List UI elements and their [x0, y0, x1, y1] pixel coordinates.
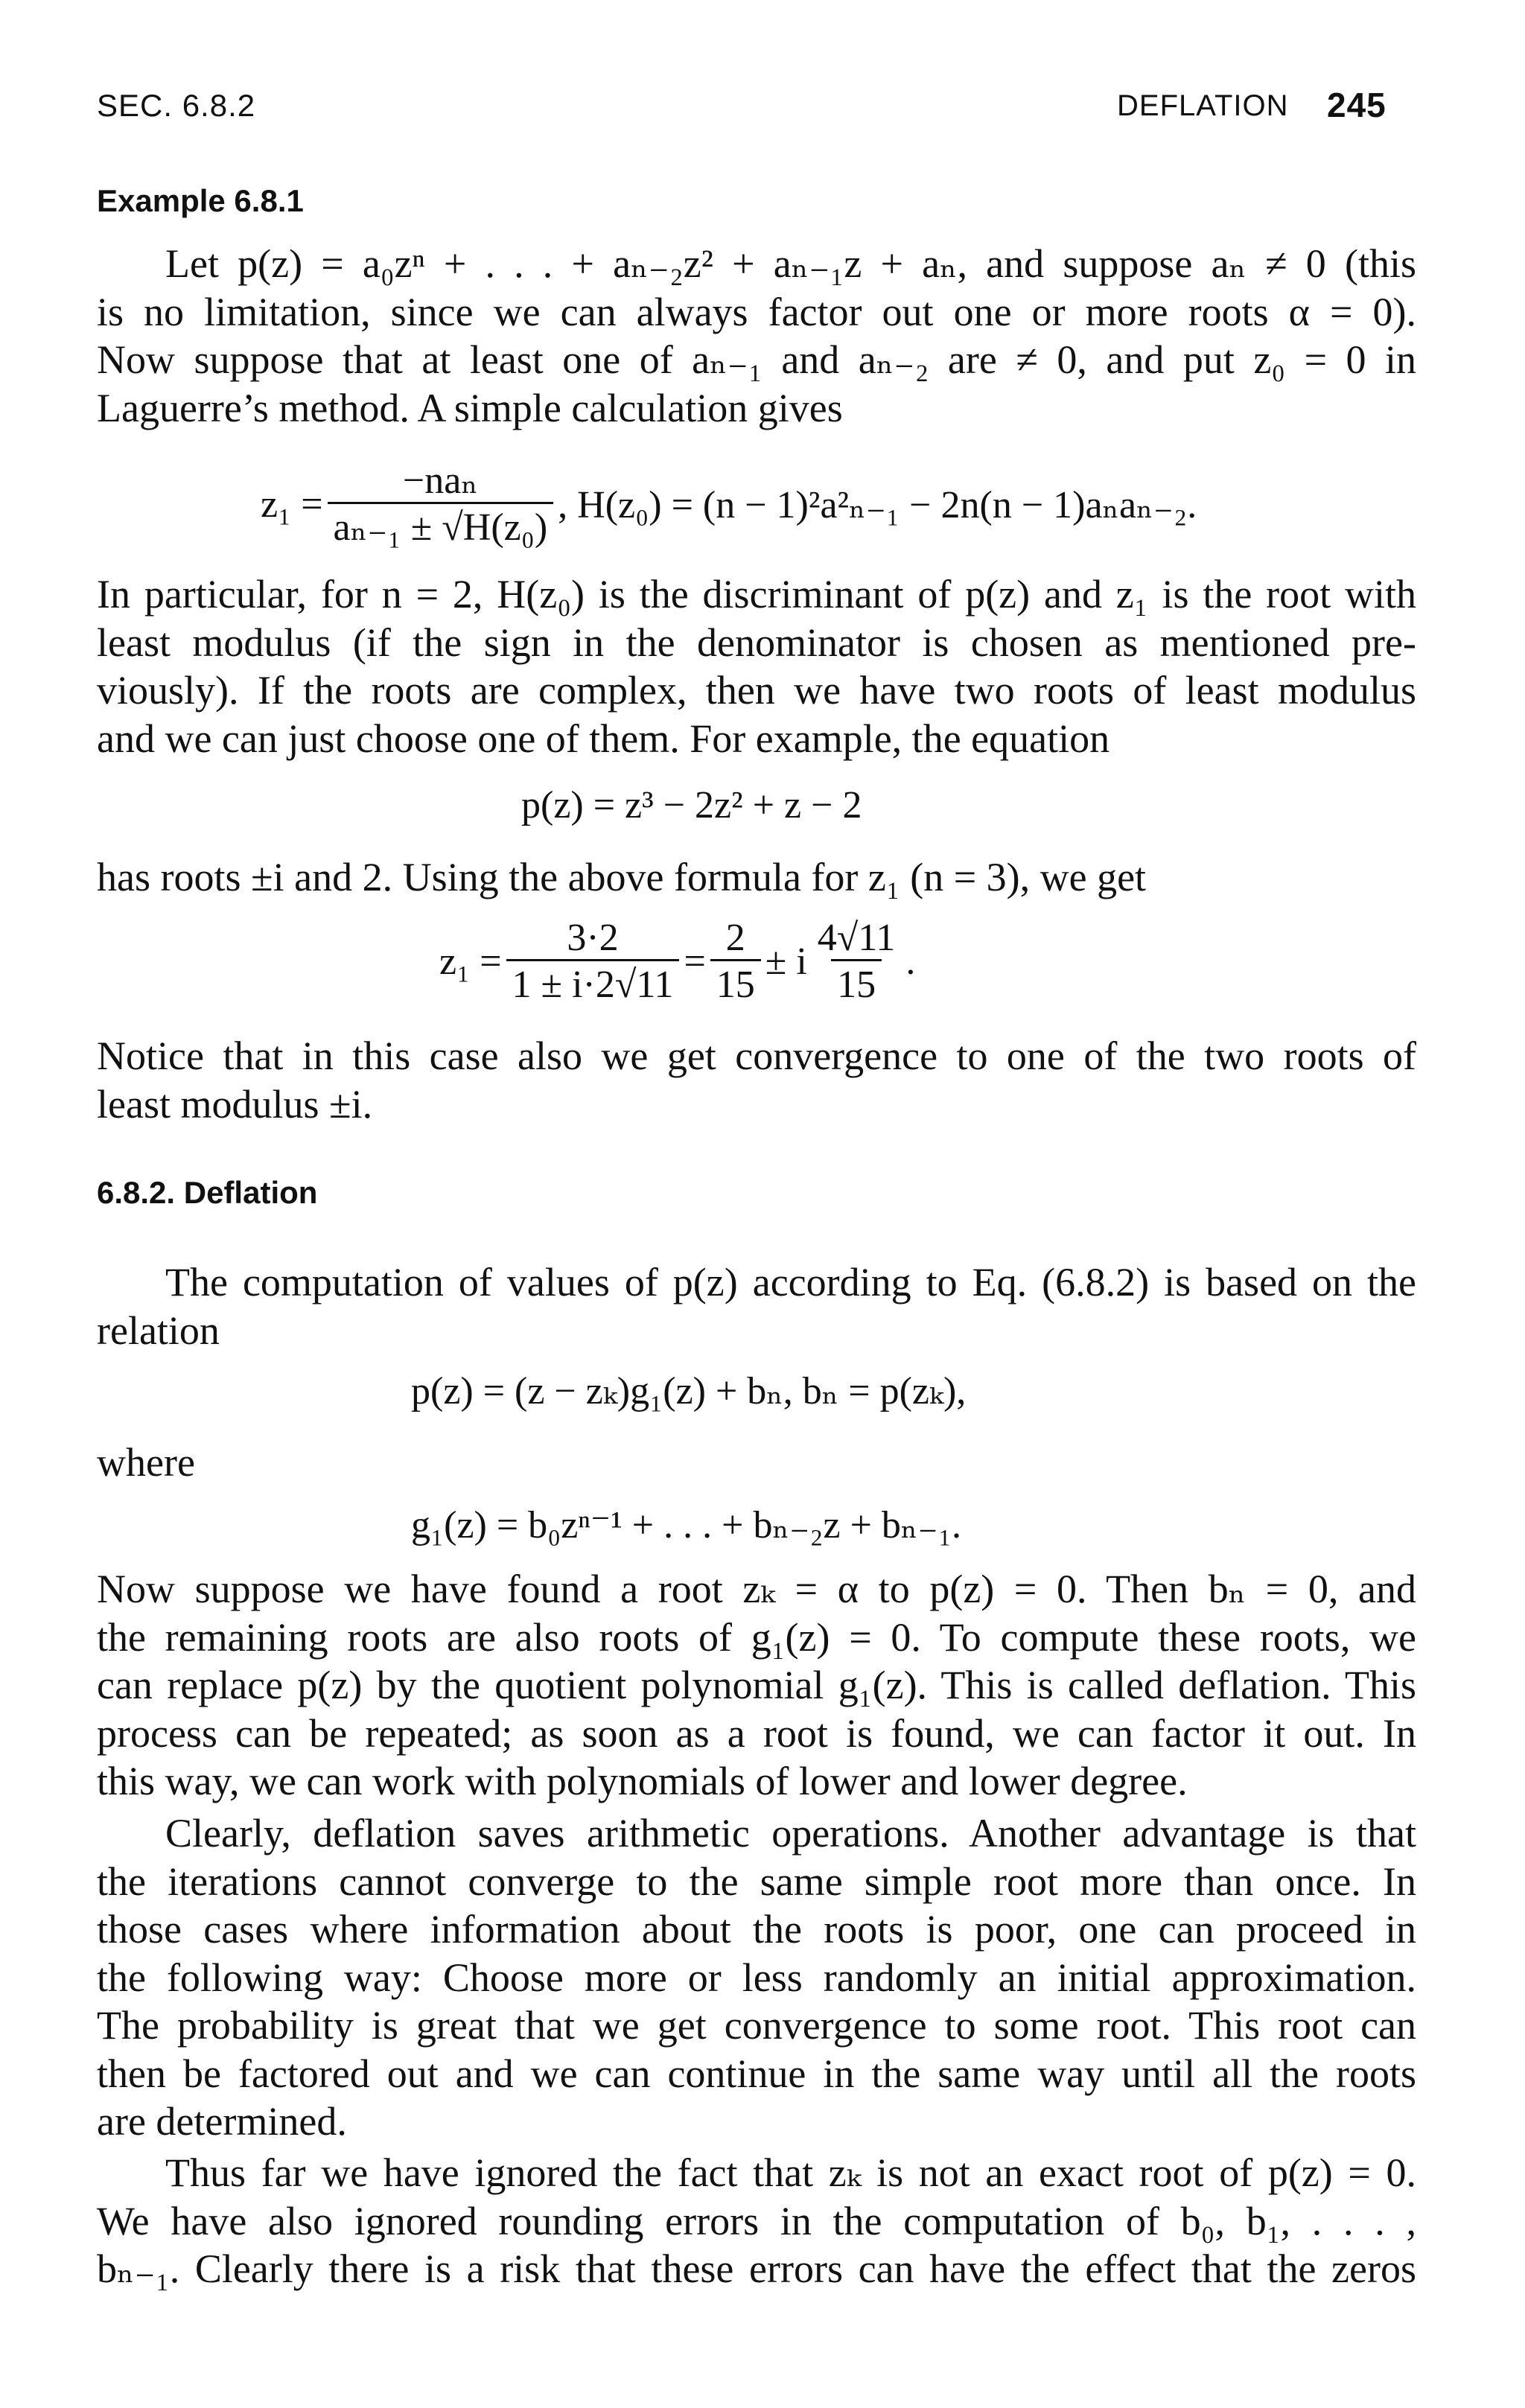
text-line: The computation of values of p(z) according to Eq. (6.8.2) is based on the: [165, 1260, 1416, 1305]
fraction-numerator: −naₙ: [402, 459, 478, 502]
equals-sign: =: [684, 940, 706, 983]
running-header-title: DEFLATION: [1117, 89, 1289, 122]
section-paragraph-3: [97, 1809, 1416, 2146]
roots-line: [97, 853, 1416, 902]
text-line: The probability is great that we get convergence to some root. This root can: [97, 2003, 1416, 2048]
text-line: Notice that in this case also we get convergence to one of the two roots of: [97, 1033, 1416, 1078]
text-line: are determined.: [97, 2099, 347, 2144]
text-line: the remaining roots are also roots of g₁(z) = 0. To compute these roots, we: [97, 1614, 1416, 1660]
text-line: bₙ₋₁. Clearly there is a risk that these errors can have the effect that the zeros: [97, 2246, 1416, 2291]
period: .: [905, 940, 916, 983]
text-line: least modulus ±i.: [97, 1081, 373, 1127]
text-line: has roots ±i and 2. Using the above formula for z₁ (n = 3), we get: [97, 855, 1147, 899]
text-line: the iterations cannot converge to the same simple root more than once. In: [97, 1858, 1416, 1904]
section-paragraph-4: [97, 2149, 1416, 2293]
equation-lhs: z₁ =: [261, 483, 323, 526]
section-paragraph-2: [97, 1565, 1416, 1806]
fraction: [812, 917, 902, 1006]
text-line: those cases where information about the roots is poor, one can proceed in: [97, 1907, 1416, 1952]
text-line: We have also ignored rounding errors in the computation of b₀, b₁, . . . ,: [97, 2198, 1416, 2243]
text-line: In particular, for n = 2, H(z₀) is the discriminant of p(z) and z₁ is the root with: [97, 572, 1416, 617]
equation-lhs: z₁ =: [439, 940, 502, 983]
fraction-denominator: 15: [710, 959, 761, 1006]
fraction: [506, 917, 680, 1006]
equation-rhs: , H(z₀) = (n − 1)²a²ₙ₋₁ − 2n(n − 1)aₙaₙ₋₂.: [558, 483, 1197, 526]
example-heading: Example 6.8.1: [97, 183, 304, 218]
text-line: then be factored out and we can continue in the same way until all the roots: [97, 2051, 1416, 2096]
fraction-denominator: aₙ₋₁ ± √H(z₀): [328, 502, 554, 549]
polynomial-equation: p(z) = z³ − 2z² + z − 2: [521, 784, 862, 826]
text-line: Thus far we have ignored the fact that zₖ is not an exact root of p(z) = 0.: [165, 2150, 1416, 2195]
z1-computation: [439, 917, 915, 1006]
g1-equation: g₁(z) = b₀zⁿ⁻¹ + . . . + bₙ₋₂z + bₙ₋₁.: [411, 1504, 961, 1547]
fraction-denominator: 1 ± i·2√11: [506, 959, 680, 1006]
text-line: viously). If the roots are complex, then we have two roots of least modulus: [97, 668, 1416, 713]
fraction-numerator: 4√11: [817, 917, 896, 959]
text-line: Let p(z) = a₀zⁿ + . . . + aₙ₋₂z² + aₙ₋₁z + aₙ, and suppose aₙ ≠ 0 (this: [165, 241, 1416, 286]
text-line: process can be repeated; as soon as a root is found, we can factor it out. In: [97, 1710, 1416, 1756]
text-line: is no limitation, since we can always factor out one or more roots α = 0).: [97, 289, 1416, 334]
plus-minus-i: ± i: [765, 940, 807, 983]
text-line: Clearly, deflation saves arithmetic operations. Another advantage is that: [165, 1811, 1416, 1856]
text-line: can replace p(z) by the quotient polynomial g₁(z). This is called deflation. This: [97, 1663, 1416, 1707]
laguerre-equation: [261, 460, 1197, 549]
text-line: relation: [97, 1307, 220, 1353]
text-line: least modulus (if the sign in the denominator is chosen as mentioned pre-: [97, 619, 1416, 665]
text-line: Now suppose that at least one of aₙ₋₁ and aₙ₋₂ are ≠ 0, and put z₀ = 0 in: [97, 337, 1416, 382]
equation-fraction: [328, 460, 554, 549]
text-line: Laguerre’s method. A simple calculation gives: [97, 385, 843, 430]
text-line: where: [97, 1440, 195, 1485]
example-intro-paragraph: [97, 240, 1416, 432]
where-label: [97, 1439, 195, 1487]
fraction: [710, 917, 761, 1006]
text-line: and we can just choose one of them. For example, the equation: [97, 716, 1110, 761]
particular-paragraph: [97, 570, 1416, 762]
section-heading: 6.8.2. Deflation: [97, 1175, 318, 1210]
text-line: Now suppose we have found a root zₖ = α to p(z) = 0. Then bₙ = 0, and: [97, 1567, 1416, 1611]
section-paragraph-1: [97, 1258, 1416, 1354]
text-line: this way, we can work with polynomials of lower and lower degree.: [97, 1759, 1188, 1803]
page-number: 245: [1327, 86, 1386, 124]
text-line: the following way: Choose more or less randomly an initial approximation.: [97, 1955, 1416, 2000]
notice-paragraph: [97, 1032, 1416, 1128]
relation-equation: p(z) = (z − zₖ)g₁(z) + bₙ, bₙ = p(zₖ),: [411, 1370, 967, 1412]
fraction-denominator: 15: [831, 959, 882, 1006]
fraction-numerator: 3·2: [567, 917, 619, 959]
fraction-numerator: 2: [725, 917, 745, 959]
running-header-section: SEC. 6.8.2: [97, 88, 256, 123]
